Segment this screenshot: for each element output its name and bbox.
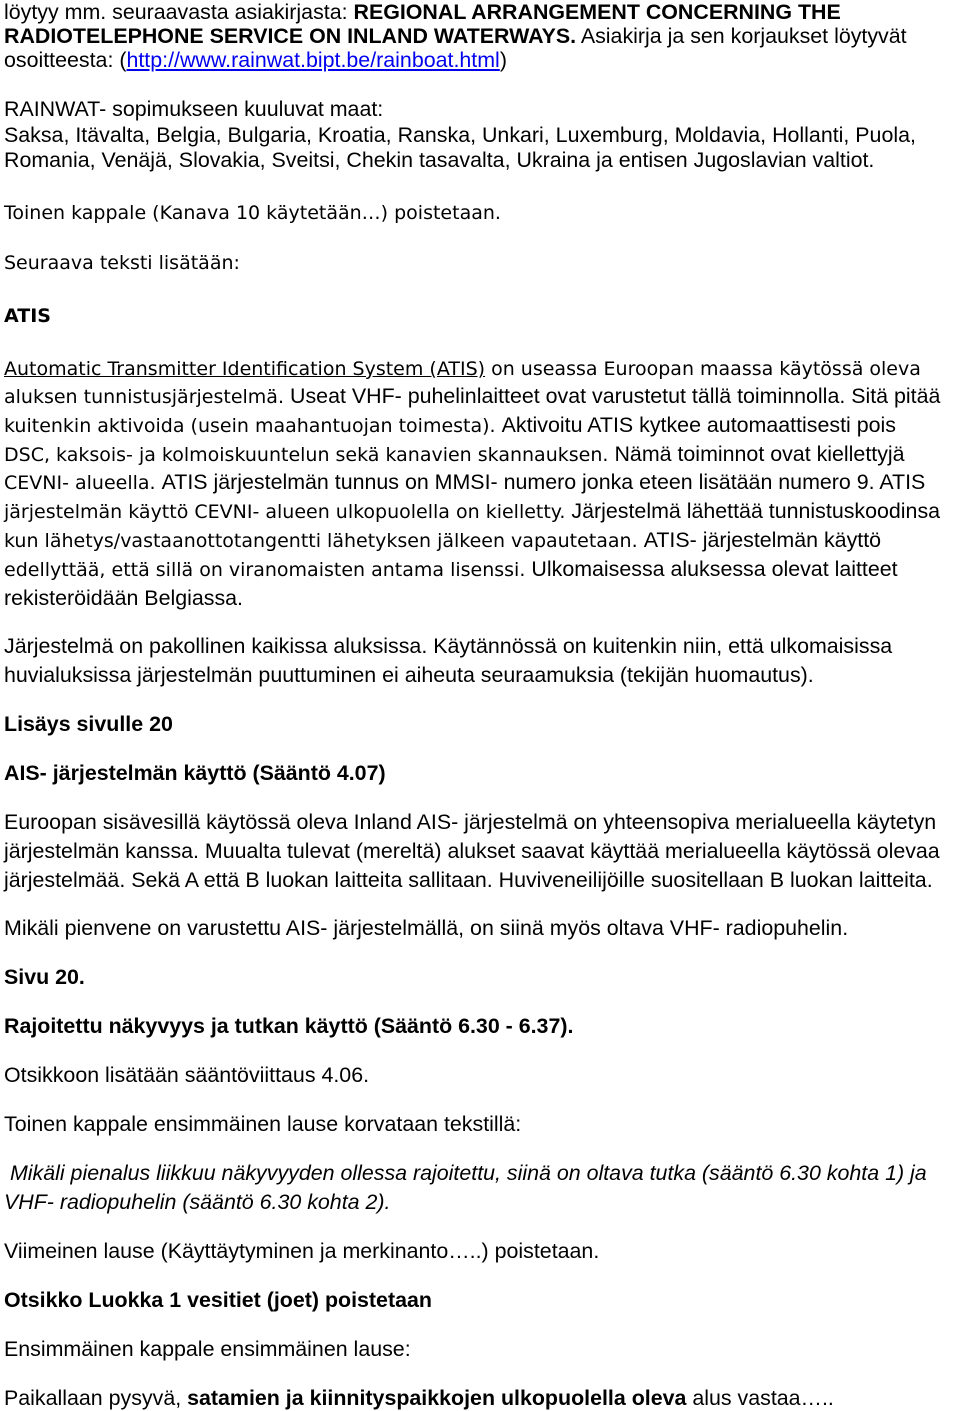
source-intro-text: löytyy mm. seuraavasta asiakirjasta:: [4, 0, 354, 24]
ais-line-1: Euroopan sisävesillä käytössä oleva Inland AIS- järjestelmä on yhteensopiva merialueella käytetyn: [4, 810, 937, 834]
atis-line-1: [4, 356, 921, 380]
atis-text-segment: rekisteröidään Belgiassa.: [4, 586, 243, 610]
ais-heading: AIS- järjestelmän käyttö (Sääntö 4.07): [4, 761, 386, 785]
kanava-removal-note: Toinen kappale (Kanava 10 käytetään…) poistetaan.: [4, 202, 501, 224]
atis-text-segment: aluksen tunnistusjärjestelmä.: [4, 386, 291, 408]
atis-text-segment: Nämä toiminnot ovat kiellettyjä: [614, 442, 905, 466]
mandatory-note-line-1: Järjestelmä on pakollinen kaikissa aluksissa. Käytännössä on kuitenkin niin, että ulkomaisissa: [4, 634, 893, 658]
atis-text-segment: ATIS- järjestelmän käyttö: [643, 528, 882, 552]
atis-text-segment: Useat VHF- puhelinlaitteet ovat varustetut tällä toiminnolla. Sitä pitää: [290, 384, 941, 408]
class1-heading: Otsikko Luokka 1 vesitiet (joet) poistetaan: [4, 1288, 432, 1312]
replacement-intro: Toinen kappale ensimmäinen lause korvataan tekstillä:: [4, 1112, 522, 1136]
page20-heading: Sivu 20.: [4, 965, 85, 989]
addition-page20-heading: Lisäys sivulle 20: [4, 712, 173, 736]
atis-full-name: Automatic Transmitter Identification System (ATIS): [4, 358, 486, 380]
source-line-1: [4, 0, 841, 24]
source-line-2: [4, 24, 907, 48]
replacement-line-2: VHF- radiopuhelin (sääntö 6.30 kohta 2).: [4, 1190, 391, 1214]
first-paragraph-intro: Ensimmäinen kappale ensimmäinen lause:: [4, 1337, 411, 1361]
mandatory-note-line-2: huvialuksissa järjestelmän puuttuminen ei aiheuta seuraamuksia (tekijän huomautus).: [4, 663, 814, 687]
countries-line-2: Romania, Venäjä, Slovakia, Sveitsi, Chekin tasavalta, Ukraina ja entisen Jugoslavian valtiot.: [4, 148, 875, 172]
atis-line-2: [4, 384, 940, 408]
atis-line-6: [4, 499, 940, 523]
final-line: [4, 1386, 834, 1410]
addition-intro: Seuraava teksti lisätään:: [4, 252, 240, 274]
small-craft-note: Mikäli pienvene on varustettu AIS- järjestelmällä, on siinä myös oltava VHF- radiopuhelin.: [4, 916, 849, 940]
atis-line-7: [4, 528, 881, 552]
ais-line-3: järjestelmää. Sekä A että B luokan laitteita sallitaan. Huviveneilijöille suositellaan B luokan laitteita.: [4, 868, 933, 892]
title-reference-note: Otsikkoon lisätään sääntöviittaus 4.06.: [4, 1063, 370, 1087]
address-close-paren: ): [499, 48, 507, 72]
countries-line-1: Saksa, Itävalta, Belgia, Bulgaria, Kroatia, Ranska, Unkari, Luxemburg, Moldavia, Hollanti, Puola,: [4, 123, 916, 147]
countries-heading: RAINWAT- sopimukseen kuuluvat maat:: [4, 97, 384, 121]
atis-line-3: [4, 413, 896, 437]
atis-text-segment: on useassa Euroopan maassa käytössä oleva: [485, 358, 921, 380]
atis-text-segment: DSC, kaksois- ja kolmoiskuuntelun sekä kanavien skannauksen.: [4, 444, 615, 466]
atis-text-segment: Aktivoitu ATIS kytkee automaattisesti pois: [501, 413, 896, 437]
atis-text-segment: Järjestelmä lähettää tunnistuskoodinsa: [571, 499, 941, 523]
rainwat-link[interactable]: http://www.rainwat.bipt.be/rainboat.html: [126, 48, 500, 72]
atis-text-segment: edellyttää, että sillä on viranomaisten antama lisenssi.: [4, 559, 532, 581]
atis-text-segment: kun lähetys/vastaanottotangentti lähetyksen jälkeen vapautetaan.: [4, 530, 644, 552]
atis-text-segment: Ulkomaisessa aluksessa olevat laitteet: [531, 557, 898, 581]
ais-line-2: järjestelmän kanssa. Muualta tulevat (mereltä) alukset saavat käyttää merialueella käytössä olevaa: [4, 839, 940, 863]
document-title-part-2: RADIOTELEPHONE SERVICE ON INLAND WATERWAYS.: [4, 24, 577, 48]
document-title-part-1: REGIONAL ARRANGEMENT CONCERNING THE: [353, 0, 841, 24]
final-line-start: Paikallaan pysyvä,: [4, 1386, 188, 1410]
atis-text-segment: ATIS järjestelmän tunnus on MMSI- numero jonka eteen lisätään numero 9. ATIS: [161, 470, 926, 494]
visibility-heading: Rajoitettu näkyvyys ja tutkan käyttö (Sääntö 6.30 - 6.37).: [4, 1014, 574, 1038]
atis-text-segment: kuitenkin aktivoida (usein maahantuojan toimesta).: [4, 415, 502, 437]
atis-line-9: [4, 586, 243, 610]
last-sentence-note: Viimeinen lause (Käyttäytyminen ja merkinanto…..) poistetaan.: [4, 1239, 600, 1263]
address-label: osoitteesta: (: [4, 48, 127, 72]
atis-line-5: [4, 470, 925, 494]
atis-line-4: [4, 442, 905, 466]
final-line-end: alus vastaa…..: [686, 1386, 834, 1410]
atis-line-8: [4, 557, 898, 581]
source-corrections-text: Asiakirja ja sen korjaukset löytyvät: [576, 24, 907, 48]
atis-text-segment: CEVNI- alueella.: [4, 472, 162, 494]
source-line-3: [4, 48, 507, 72]
atis-text-segment: järjestelmän käyttö CEVNI- alueen ulkopuolella on kielletty.: [4, 501, 572, 523]
replacement-line-1: Mikäli pienalus liikkuu näkyvyyden ollessa rajoitettu, siinä on oltava tutka (sääntö 6.30 kohta 1) ja: [4, 1161, 927, 1185]
atis-heading: ATIS: [4, 305, 51, 327]
final-line-bold: satamien ja kiinnityspaikkojen ulkopuolella oleva: [187, 1386, 687, 1410]
